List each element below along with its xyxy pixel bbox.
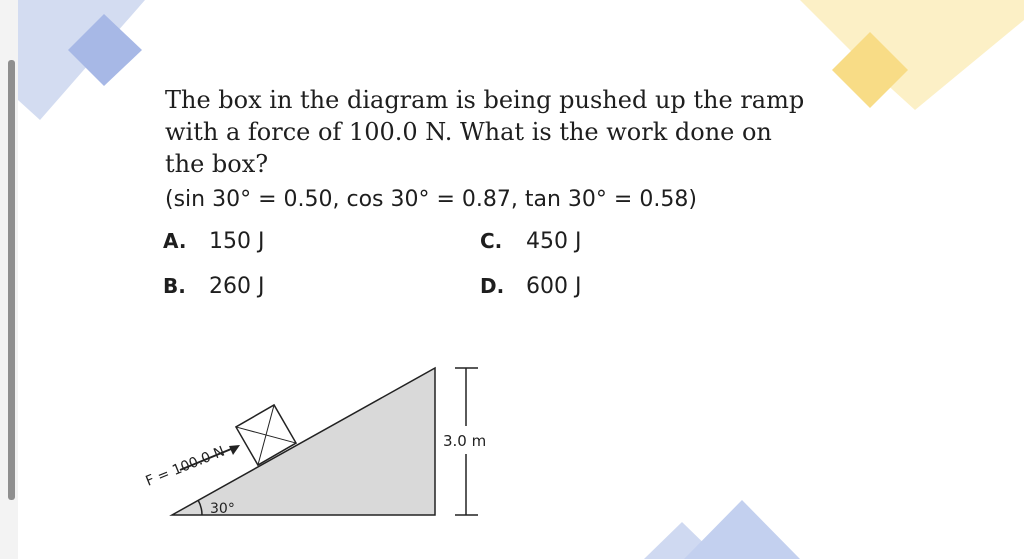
option-value: 600 J	[526, 274, 582, 299]
option-b[interactable]	[163, 272, 264, 301]
ramp-diagram	[140, 360, 500, 530]
angle-label: 30°	[210, 501, 235, 517]
height-label: 3.0 m	[443, 432, 487, 450]
option-value: 450 J	[526, 229, 582, 254]
force-label: F = 100.0 N	[143, 443, 228, 490]
question-text: The box in the diagram is being pushed up the ramp with a force of 100.0 N. What is the work done on the box?	[165, 86, 805, 178]
option-letter: A.	[163, 229, 187, 253]
option-letter: B.	[163, 274, 186, 298]
trig-hint: (sin 30° = 0.50, cos 30° = 0.87, tan 30° = 0.58)	[165, 187, 697, 212]
deco-blue-bottom-2	[684, 500, 800, 559]
option-letter: D.	[480, 274, 505, 298]
ramp	[172, 368, 435, 515]
option-value: 260 J	[209, 274, 265, 299]
option-d[interactable]	[480, 272, 581, 301]
deco-yellow-diamond-large	[800, 0, 1024, 110]
option-value: 150 J	[209, 229, 265, 254]
option-c[interactable]	[480, 227, 581, 256]
option-a[interactable]	[163, 227, 264, 256]
option-letter: C.	[480, 229, 503, 253]
